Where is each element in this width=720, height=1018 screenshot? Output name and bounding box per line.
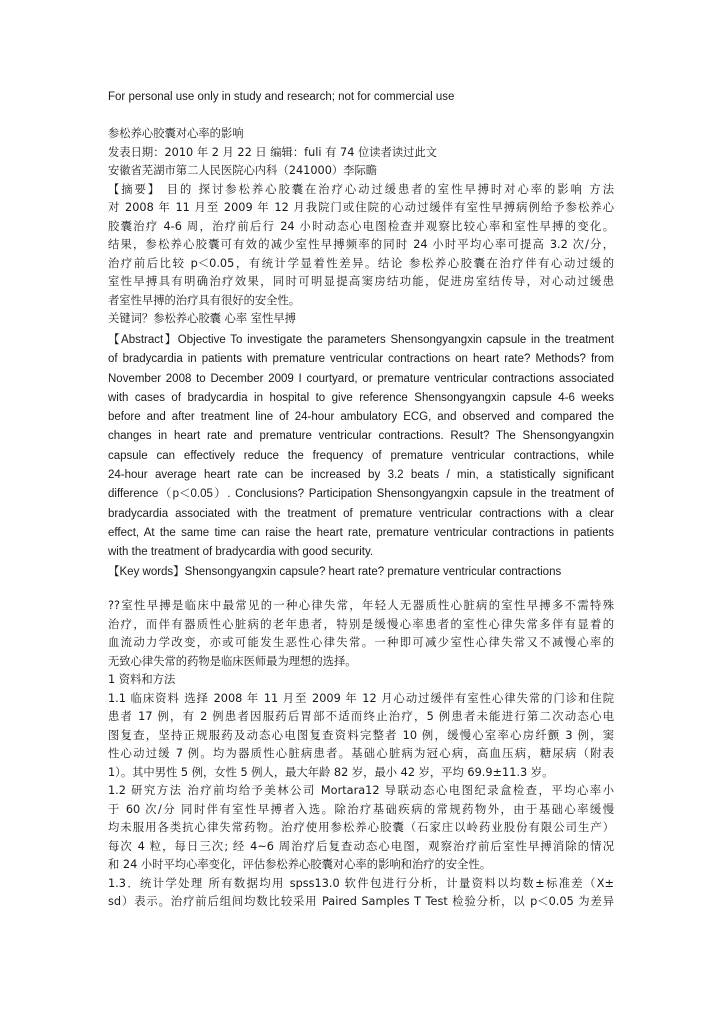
cn-abstract-line: 胶囊治疗 4-6 周，治疗前后行 24 小时动态心电图检查并观察比较心率和室性早搏的变化。: [108, 219, 614, 233]
body-line: 图复查，坚持正规服药及动态心电图复查资料完整者 10 例，缓慢心室率心房纤颤 3 例，窦: [108, 728, 614, 742]
body-line: 均未服用各类抗心律失常药物。治疗使用参松养心胶囊（石家庄以岭药业股份有限公司生产）: [108, 821, 614, 834]
cn-abstract-line: 结果，参松养心胶囊可有效的减少室性早搏频率的同时 24 小时平均心率可提高 3.2 次/分，: [108, 238, 614, 251]
author-affiliation: 安徽省芜湖市第二人民医院心内科（241000）李际瞻: [108, 164, 378, 177]
body-line: 每次 4 粒，每日三次; 经 4~6 周治疗后复查动态心电图，观察治疗前后室性早搏消除的情况: [108, 839, 614, 853]
cn-keywords: 关键词？参松养心胶囊 心率 室性早搏: [108, 312, 296, 325]
en-abstract-line: 24-hour average heart rate can be increased by 3.2 beats / min, a statistically significant: [108, 469, 614, 482]
english-abstract: [108, 331, 614, 582]
en-abstract-line: capsule can effectively reduce the frequency of premature ventricular contractions, while: [108, 449, 614, 462]
section-heading: 1 资料和方法: [108, 673, 176, 686]
publish-info: 发表日期：2010 年 2 月 22 日 编辑：fuli 有 74 位读者读过此文: [108, 145, 438, 159]
cn-abstract-line: 者室性早搏的治疗具有很好的安全性。: [108, 293, 301, 307]
body-line: 1.1 临床资料 选择 2008 年 11 月至 2009 年 12 月心动过缓伴有室性心律失常的门诊和住院: [108, 691, 614, 705]
cn-abstract-line: 对 2008 年 11 月至 2009 年 12 月我院门或住院的心动过缓伴有室性早搏病例给予参松养心: [108, 201, 614, 214]
body-line: 患者 17 例，有 2 例患者因服药后胃部不适而终止治疗，5 例患者未能进行第二次动态心电: [108, 710, 614, 723]
en-abstract-line: before and after treatment line of 24-hour ambulatory ECG, and observed and compared the: [108, 411, 614, 424]
body-line: 治疗，而伴有器质性心脏病的老年患者，特别是缓慢心率患者的室性心律失常多伴有显着的: [108, 617, 614, 631]
body-line: 无致心律失常的药物是临床医师最为理想的选择。: [108, 654, 357, 668]
en-abstract-line: effect, At the same time can raise the heart rate, premature ventricular contractions in patients: [108, 526, 614, 539]
body-line: sd）表示。治疗前后组间均数比较采用 Paired Samples T Test 检验分析，以 p＜0.05 为差异: [108, 895, 614, 908]
chinese-abstract: [108, 181, 614, 329]
body-line: 血流动力学改变，亦或可能发生恶性心律失常。一种即可减少室性心律失常又不减慢心率的: [108, 636, 614, 649]
en-abstract-line: bradycardia associated with the treatment of premature ventricular contractions with a clear: [108, 507, 614, 520]
cn-abstract-line: 治疗前后比较 p＜0.05，有统计学显着性差异。结论 参松养心胶囊在治疗伴有心动过缓的: [108, 256, 614, 270]
en-abstract-line: November 2008 to December 2009 I courtyard, or premature ventricular contractions associated: [108, 372, 614, 385]
article-title: 参松养心胶囊对心率的影响: [108, 127, 244, 140]
en-abstract-line: of bradycardia in patients with premature ventricular contractions on heart rate? Methods? from: [108, 353, 614, 366]
body-line: 1）。其中男性 5 例，女性 5 例人，最大年龄 82 岁，最小 42 岁，平均 69.9±11.3 岁。: [108, 765, 554, 779]
body-line: 和 24 小时平均心率变化，评估参松养心胶囊对心率的影响和治疗的安全性。: [108, 858, 492, 871]
en-abstract-line: with cases of bradycardia in hospital to give reference Shensongyangxin capsule 4-6 weeks: [108, 391, 614, 404]
body-line: 性心动过缓 7 例。均为器质性心脏病患者。基础心脏病为冠心病，高血压病，糖尿病（附表: [108, 747, 614, 760]
article-body: [108, 597, 614, 912]
en-abstract-line: difference（p＜0.05）. Conclusions? Participation Shensongyangxin capsule in the treatment of: [108, 488, 614, 501]
en-keywords: 【Key words】Shensongyangxin capsule? heart rate? premature ventricular contractions: [108, 565, 562, 578]
disclaimer-line: For personal use only in study and research; not for commercial use: [108, 91, 455, 103]
en-abstract-line: 【Abstract】Objective To investigate the parameters Shensongyangxin capsule in the treatment: [108, 334, 614, 346]
cn-abstract-line: 室性早搏具有明确治疗效果，同时可明显提高窦房结功能，促进房室结传导，对心动过缓患: [108, 275, 614, 288]
en-abstract-line: with the treatment of bradycardia with good security.: [108, 546, 374, 559]
body-line: ??室性早搏是临床中最常见的一种心律失常，年轻人无器质性心脏病的室性早搏多不需特殊: [108, 599, 614, 612]
body-line: 1.3．统计学处理 所有数据均用 spss13.0 软件包进行分析，计量资料以均数±标准差（X±: [108, 876, 614, 890]
en-abstract-line: changes in heart rate and premature ventricular contractions. Result? The Shensongyangxin: [108, 430, 614, 443]
cn-abstract-line: 【摘要】 目的 探讨参松养心胶囊在治疗心动过缓患者的室性早搏时对心率的影响 方法: [108, 182, 614, 196]
article-header: [108, 125, 614, 181]
body-line: 于 60 次/分 同时伴有室性早搏者入选。除治疗基础疾病的常规药物外，由于基础心率缓慢: [108, 802, 614, 816]
body-line: 1.2 研究方法 治疗前均给予美林公司 Mortara12 导联动态心电图纪录盒检查，平均心率小: [108, 784, 614, 797]
